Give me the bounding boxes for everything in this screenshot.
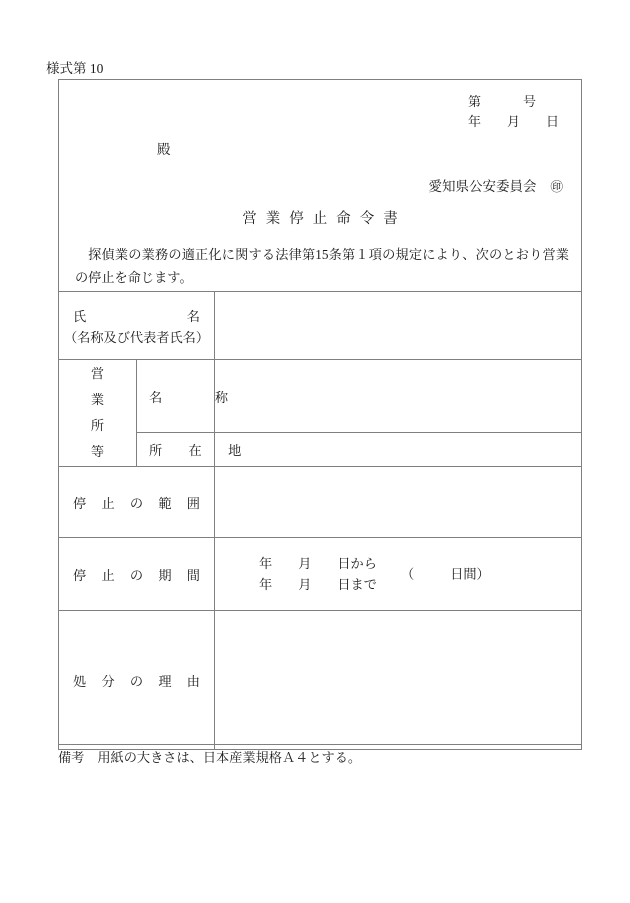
period-to-year: 年 (259, 577, 273, 592)
seal-icon: ㊞ (550, 180, 563, 194)
value-period[interactable] (215, 538, 582, 611)
table-row-scope (59, 467, 582, 538)
document-meta (468, 92, 559, 132)
label-name-main: 氏 名 (73, 308, 200, 324)
body-paragraph-text: 探偵業の業務の適正化に関する法律第15条第１項の規定により、次のとおり営業の停止を命じます。 (75, 247, 569, 285)
period-from-year: 年 (259, 555, 273, 571)
footer-note-label: 備考 (58, 750, 85, 765)
issuer-name: 愛知県公安委員会 (428, 179, 537, 194)
period-to-month: 月 (298, 577, 312, 592)
body-paragraph (75, 244, 569, 289)
office-char-1: 営 (90, 366, 105, 382)
period-fields (215, 547, 581, 602)
form-frame (58, 79, 582, 745)
label-office-address-text: 所 在 地 (149, 443, 242, 458)
period-from-day: 日から (337, 555, 377, 571)
office-char-2: 業 (90, 392, 105, 408)
document-number-line (468, 92, 559, 112)
label-reason (59, 611, 215, 750)
table-row-period (59, 538, 582, 611)
label-office-group (59, 360, 137, 467)
duration-open-paren: （ (401, 566, 415, 582)
table-row-office-name (59, 360, 582, 433)
period-duration (401, 563, 490, 584)
date-day: 日 (545, 114, 559, 130)
document-number-suffix: 号 (522, 94, 536, 109)
value-name[interactable] (215, 292, 582, 360)
label-reason-text: 処 分 の 理 由 (73, 673, 200, 689)
office-char-3: 所 (90, 418, 105, 434)
footer-note (58, 749, 361, 766)
label-office-address (137, 433, 242, 467)
label-scope (59, 467, 215, 538)
label-office-name (137, 360, 229, 433)
value-scope[interactable] (215, 467, 582, 538)
label-scope-text: 停 止 の 範 囲 (73, 495, 200, 511)
document-number-label: 第 (467, 94, 481, 109)
label-office-group-text (59, 361, 136, 465)
document-date-line (468, 112, 559, 132)
form-table (58, 291, 582, 750)
label-period-text: 停 止 の 期 間 (73, 567, 200, 583)
label-name-sub: （名称及び代表者氏名） (63, 329, 210, 345)
period-to-day: 日まで (337, 577, 377, 592)
date-month: 月 (506, 114, 520, 130)
document-title: 営業停止命令書 (242, 211, 407, 227)
label-name (59, 292, 215, 360)
duration-unit: 日間） (450, 566, 490, 582)
period-from-month: 月 (298, 555, 312, 571)
footer-note-text: 用紙の大きさは、日本産業規格Ａ４とする。 (97, 750, 362, 765)
form-number: 様式第 10 (46, 61, 104, 76)
table-row-office-address (59, 433, 582, 467)
label-period (59, 538, 215, 611)
value-office-name[interactable] (215, 360, 582, 433)
recipient-honorific: 殿 (157, 142, 171, 157)
value-office-address[interactable] (215, 433, 582, 467)
table-row-reason (59, 611, 582, 750)
label-office-name-text: 名 称 (149, 389, 229, 405)
office-char-4: 等 (90, 444, 105, 460)
issuer-line (428, 180, 563, 194)
table-row-name (59, 292, 582, 360)
date-year: 年 (467, 114, 481, 130)
value-reason[interactable] (215, 611, 582, 750)
